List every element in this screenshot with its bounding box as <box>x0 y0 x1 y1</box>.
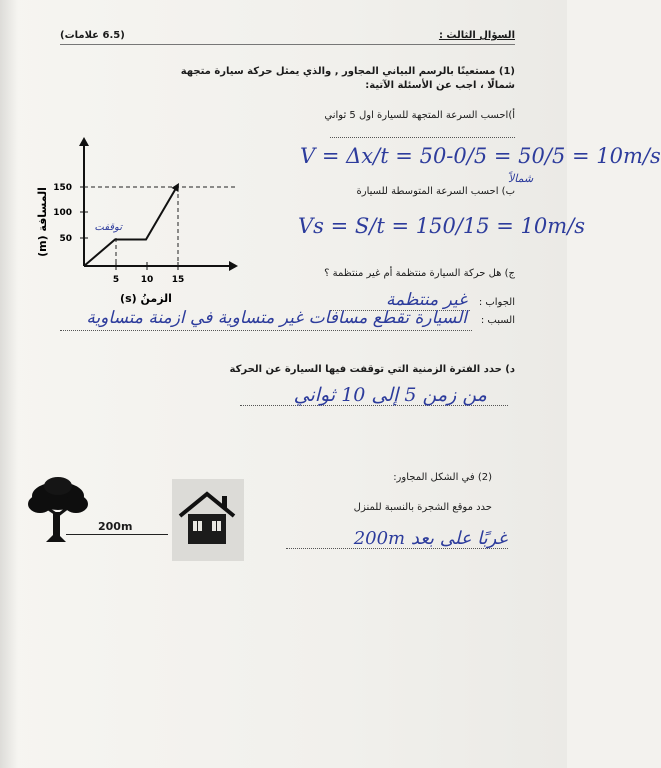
y-tick-150: 150 <box>53 183 72 193</box>
q1-d-prompt: د) حدد الفترة الزمنية التي توقفت فيها السيارة عن الحركة <box>229 364 515 375</box>
graph-stop-label: توقفت <box>94 222 122 233</box>
q2-intro: (2) في الشكل المجاور: <box>393 472 492 483</box>
header-rule <box>60 44 515 45</box>
q1-intro-line2: شمالًا ، اجب عن الأسئلة الآتية: <box>365 80 515 91</box>
q1-a-answer-direction: شمالاً <box>508 172 534 185</box>
q1-c-reason-label: السبب : <box>480 315 515 326</box>
question-title: السؤال الثالث : <box>438 30 515 41</box>
distance-line <box>66 534 168 535</box>
graph-y-label: المسافة (m) <box>36 187 49 257</box>
marks-label: (6.5 علامات) <box>60 30 125 41</box>
x-tick-15: 15 <box>171 275 185 285</box>
q1-b-answer: Vs = S/t = 150/15 = 10m/s <box>298 214 586 238</box>
q1-c-reason-dots <box>60 329 472 331</box>
q1-a-prompt: أ)احسب السرعة المتجهة للسيارة اول 5 ثواني <box>324 110 515 121</box>
q1-c-reason: السيارة تقطع مسافات غير متساوية في ازمنة متساوية <box>86 308 467 328</box>
q1-a-dots <box>330 136 515 138</box>
page-shadow <box>0 0 18 768</box>
y-tick-50: 50 <box>59 234 72 244</box>
q2-prompt: حدد موقع الشجرة بالنسبة للمنزل <box>353 502 492 513</box>
q1-d-answer: من زمن 5 إلى 10 ثواني <box>293 384 487 406</box>
q1-c-prompt: ج) هل حركة السيارة منتظمة أم غير منتظمة ؟ <box>324 268 515 279</box>
distance-time-graph <box>26 134 248 310</box>
graph-x-label: الزمنُ (s) <box>120 292 172 305</box>
house-icon <box>176 488 238 550</box>
distance-label: 200m <box>98 520 133 533</box>
q1-b-prompt: ب) احسب السرعة المتوسطة للسيارة <box>356 186 515 197</box>
graph-y-arrow <box>79 137 89 146</box>
graph-x-arrow <box>229 261 238 271</box>
y-tick-100: 100 <box>53 208 72 218</box>
q1-intro-line1: (1) مستعينًا بالرسم البياني المجاور , والذي يمثل حركة سيارة متجهة <box>180 66 515 77</box>
q1-a-answer: V = Δx/t = 50-0/5 = 50/5 = 10m/s <box>300 144 661 168</box>
q2-answer: غربًا على بعد 200m <box>353 528 507 549</box>
q1-c-answer: غير منتظمة <box>385 290 467 310</box>
x-tick-5: 5 <box>112 275 120 285</box>
q1-c-answer-label: الجواب : <box>478 297 515 308</box>
x-tick-10: 10 <box>140 275 154 285</box>
tree-icon <box>26 476 90 546</box>
